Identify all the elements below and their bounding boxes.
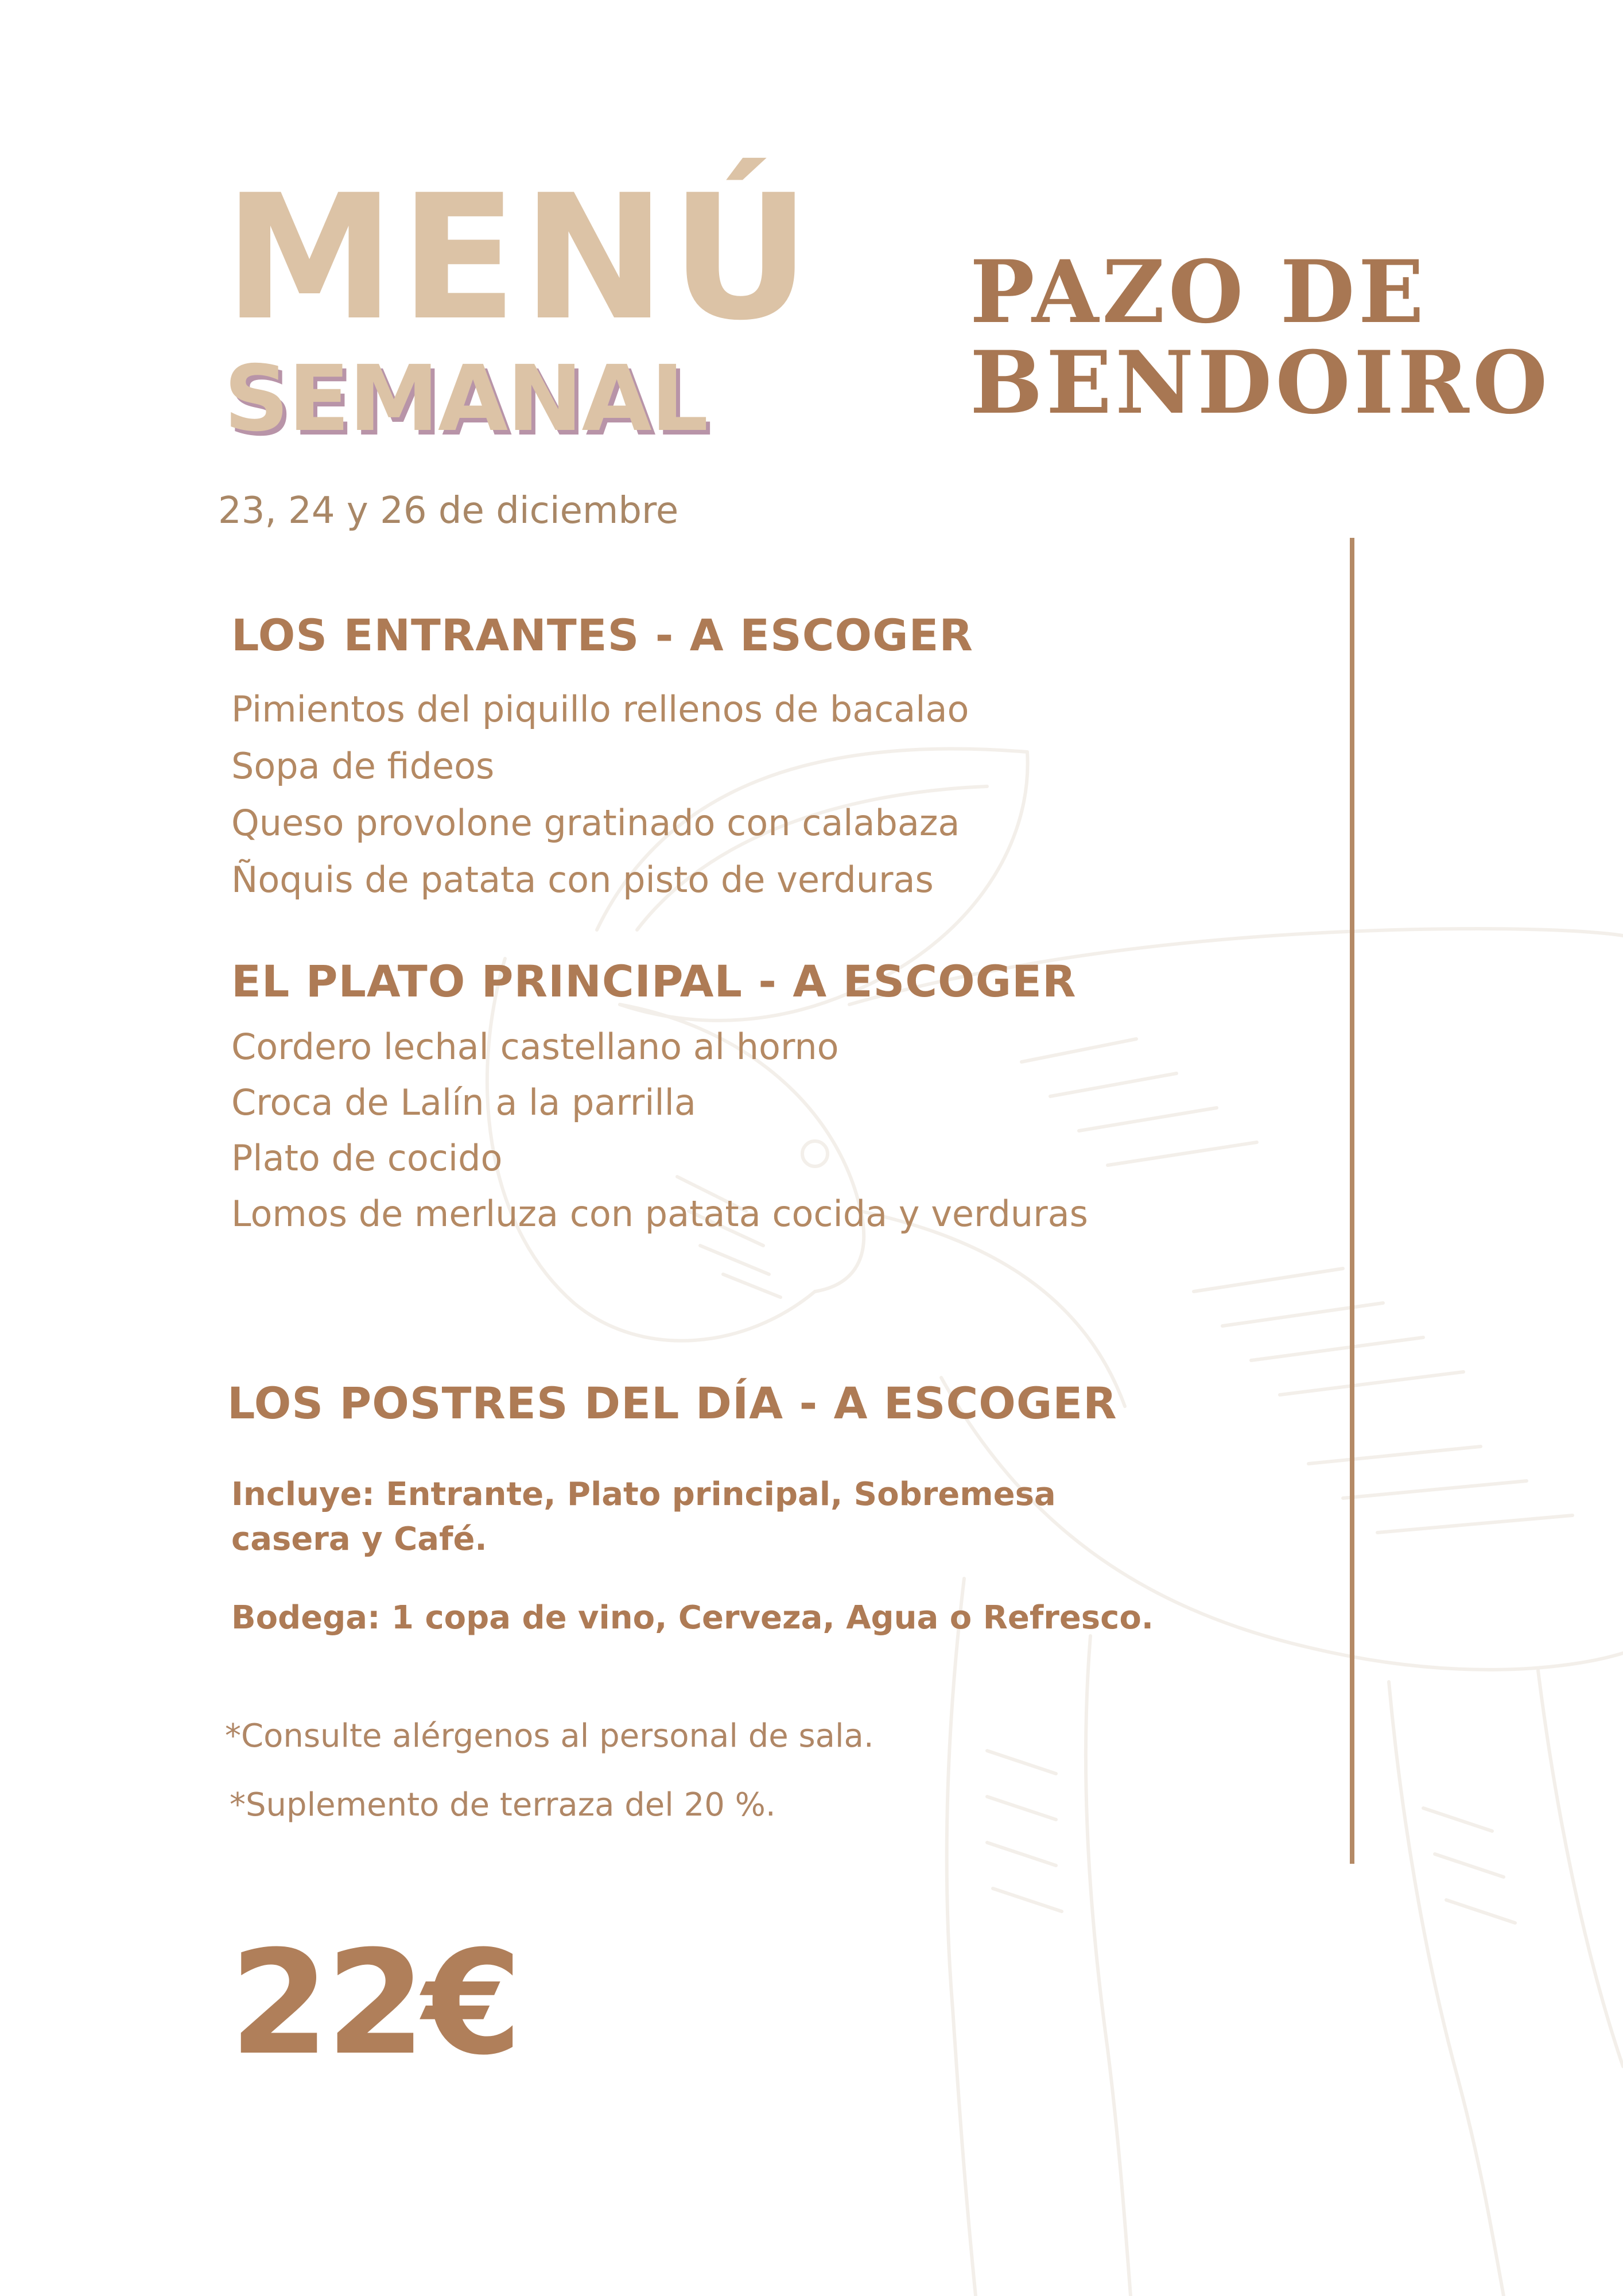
main-course-list	[231, 1019, 1088, 1242]
list-item: Plato de cocido	[231, 1137, 503, 1179]
desserts-section	[227, 1378, 1117, 1429]
restaurant-logo	[970, 242, 1551, 433]
menu-subtitle: SEMANAL	[224, 346, 708, 452]
list-item: Cordero lechal castellano al horno	[231, 1026, 839, 1068]
menu-dates: 23, 24 y 26 de diciembre	[218, 490, 679, 532]
includes-text: Incluye: Entrante, Plato principal, Sobremesa casera y Café.	[231, 1476, 1056, 1558]
logo-line-1: PAZO DE	[970, 242, 1428, 343]
list-item: Queso provolone gratinado con calabaza	[231, 802, 960, 844]
logo-line-2: BENDOIRO	[970, 332, 1551, 433]
vertical-divider	[1350, 538, 1354, 1864]
allergen-note: *Consulte alérgenos al personal de sala.	[225, 1717, 874, 1755]
terrace-surcharge-note: *Suplemento de terraza del 20 %.	[230, 1786, 776, 1824]
menu-title: MENÚ	[224, 158, 816, 358]
drinks-text: Bodega: 1 copa de vino, Cerveza, Agua o Refresco.	[231, 1599, 1154, 1636]
menu-price: 22€	[230, 1919, 519, 2086]
starters-list	[231, 681, 973, 908]
list-item: Ñoquis de patata con pisto de verduras	[231, 859, 934, 901]
list-item: Sopa de fideos	[231, 745, 495, 787]
list-item: Croca de Lalín a la parrilla	[231, 1081, 696, 1123]
main-course-heading: EL PLATO PRINCIPAL - A ESCOGER	[231, 956, 1077, 1007]
list-item: Pimientos del piquillo rellenos de bacalao	[231, 688, 969, 730]
starters-section	[231, 610, 973, 908]
main-course-section	[231, 956, 1088, 1242]
desserts-heading: LOS POSTRES DEL DÍA - A ESCOGER	[227, 1378, 1117, 1429]
starters-heading: LOS ENTRANTES - A ESCOGER	[231, 610, 973, 661]
list-item: Lomos de merluza con patata cocida y verduras	[231, 1193, 1088, 1235]
